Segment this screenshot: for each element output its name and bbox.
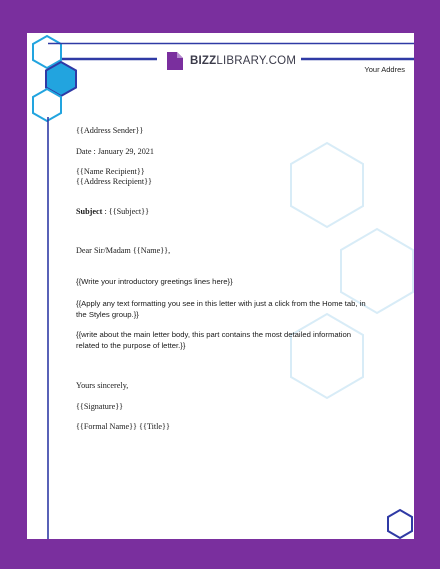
your-address-label: Your Addres bbox=[364, 65, 405, 74]
document-logo-icon bbox=[165, 51, 185, 71]
address-recipient: {{Address Recipient}} bbox=[76, 177, 152, 186]
brand-logo bbox=[165, 51, 296, 71]
address-sender: {{Address Sender}} bbox=[76, 126, 144, 135]
paragraph-main-body: {{write about the main letter body, this part contains the most detailed information related to the purpose of letter.}} bbox=[76, 330, 352, 350]
letter-page bbox=[27, 33, 414, 539]
corner-hexagon bbox=[388, 510, 412, 538]
letter-date: Date : January 29, 2021 bbox=[76, 147, 154, 156]
outline-hexagon bbox=[33, 89, 61, 121]
logo-text: BIZZLIBRARY.COM bbox=[190, 55, 297, 67]
outline-hexagon bbox=[33, 36, 61, 68]
subject-value: : {{Subject}} bbox=[104, 207, 150, 216]
subject-label: Subject bbox=[76, 207, 103, 216]
signature: {{Signature}} bbox=[76, 402, 124, 411]
paragraph-introduction: {{Write your introductory greetings lines here}} bbox=[76, 277, 233, 286]
paragraph-formatting: {{Apply any text formatting you see in this letter with just a click from the Home tab, in the Styles group.}} bbox=[76, 299, 366, 319]
subject-line bbox=[76, 207, 376, 217]
closing: Yours sincerely, bbox=[76, 381, 129, 390]
salutation: Dear Sir/Madam {{Name}}, bbox=[76, 246, 171, 255]
formal-name-title: {{Formal Name}} {{Title}} bbox=[76, 422, 170, 431]
name-recipient: {{Name Recipient}} bbox=[76, 167, 145, 176]
